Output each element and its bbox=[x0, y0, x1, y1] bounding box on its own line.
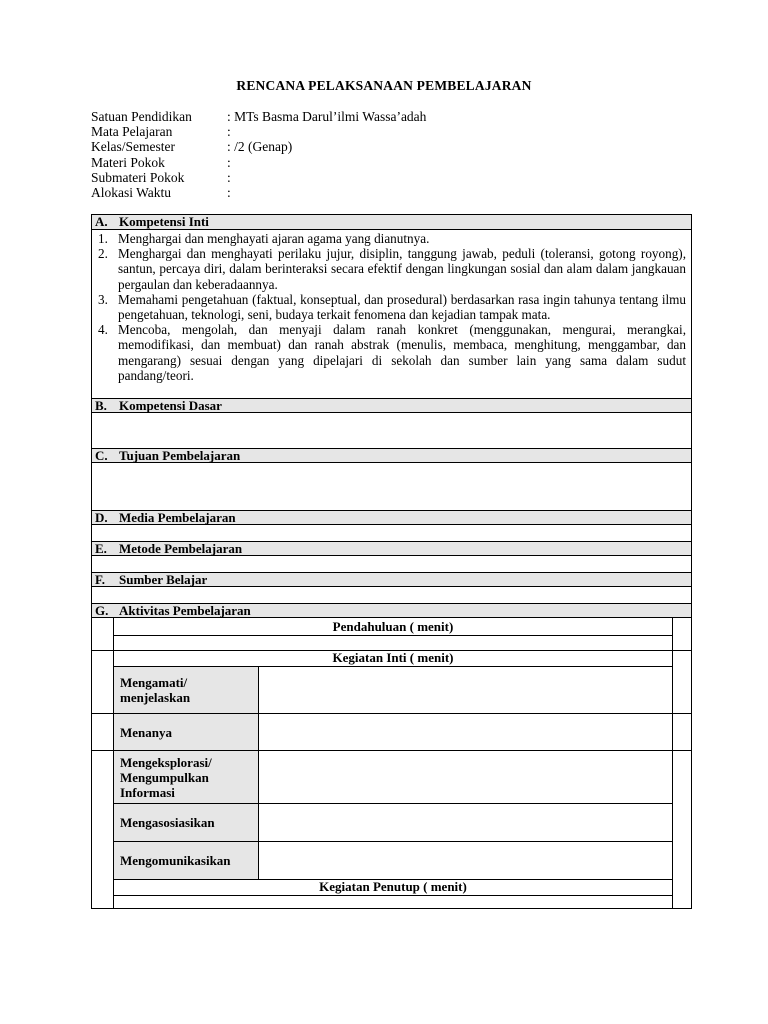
divider bbox=[114, 635, 672, 636]
step-mengomunikasikan: Mengomunikasikan bbox=[114, 841, 259, 879]
list-number: 4. bbox=[98, 322, 108, 338]
identity-table bbox=[91, 109, 426, 200]
list-item bbox=[95, 322, 686, 383]
list-text: Memahami pengetahuan (faktual, konseptual, dan prosedural) berdasarkan rasa ingin tahunya tentang ilmu pengetahuan, teknologi, seni, budaya terkait fenomena dan kejadian tampak mata. bbox=[118, 291, 686, 323]
section-letter: C. bbox=[95, 448, 108, 463]
identity-row bbox=[91, 124, 426, 139]
identity-label: Submateri Pokok bbox=[91, 169, 185, 185]
section-letter: F. bbox=[95, 572, 105, 587]
identity-label: Alokasi Waktu bbox=[91, 184, 172, 200]
divider bbox=[259, 803, 672, 804]
rpp-table bbox=[91, 214, 692, 909]
section-letter: E. bbox=[95, 541, 107, 556]
list-item bbox=[95, 292, 686, 322]
identity-row bbox=[91, 155, 426, 170]
left-margin-column bbox=[92, 618, 114, 908]
step-mengeksplorasi: Mengeksplorasi/ Mengumpulkan Informasi bbox=[114, 750, 259, 803]
identity-value: : bbox=[227, 184, 231, 200]
section-a-header bbox=[92, 215, 691, 230]
penutup-header: Kegiatan Penutup ( menit) bbox=[319, 879, 467, 894]
section-g-header bbox=[92, 603, 691, 618]
right-margin-column bbox=[672, 618, 691, 908]
list-number: 2. bbox=[98, 246, 108, 262]
identity-label: Kelas/Semester bbox=[91, 139, 175, 155]
divider bbox=[114, 895, 672, 896]
section-letter: D. bbox=[95, 510, 108, 525]
identity-row bbox=[91, 109, 426, 124]
section-title: Kompetensi Dasar bbox=[119, 398, 222, 413]
section-title: Aktivitas Pembelajaran bbox=[119, 603, 251, 618]
section-b-header bbox=[92, 398, 691, 413]
identity-label: Materi Pokok bbox=[91, 154, 165, 170]
document-title: RENCANA PELAKSANAAN PEMBELAJARAN bbox=[236, 78, 532, 93]
identity-row bbox=[91, 170, 426, 185]
identity-value: : /2 (Genap) bbox=[227, 139, 293, 155]
step-mengamati: Mengamati/ menjelaskan bbox=[114, 666, 259, 713]
identity-row bbox=[91, 185, 426, 200]
section-c-header bbox=[92, 448, 691, 463]
kompetensi-inti-list bbox=[95, 231, 686, 383]
section-e-header bbox=[92, 541, 691, 556]
list-text: Mencoba, mengolah, dan menyaji dalam ranah konkret (menggunakan, mengurai, merangkai, memodifikasi, dan membuat) dan ranah abstrak (menulis, membaca, menghitung, menggambar, dan mengarang) sesuai dengan yang dipelajari di sekolah dan sumber lain yang sama dalam sudut pandang/teori. bbox=[118, 322, 686, 383]
section-title: Media Pembelajaran bbox=[119, 510, 236, 525]
section-title: Kompetensi Inti bbox=[119, 214, 209, 229]
identity-value: : bbox=[227, 124, 231, 140]
section-letter: G. bbox=[95, 603, 109, 618]
kegiatan-inti-header: Kegiatan Inti ( menit) bbox=[332, 650, 454, 665]
pendahuluan-header: Pendahuluan ( menit) bbox=[332, 619, 454, 634]
identity-value: : bbox=[227, 154, 231, 170]
divider bbox=[259, 841, 672, 842]
divider bbox=[259, 666, 672, 667]
identity-label: Mata Pelajaran bbox=[91, 124, 173, 140]
step-menanya: Menanya bbox=[114, 713, 259, 750]
list-item bbox=[95, 246, 686, 292]
list-item bbox=[95, 231, 686, 246]
identity-value: : MTs Basma Darul’ilmi Wassa’adah bbox=[227, 109, 427, 124]
section-title: Metode Pembelajaran bbox=[119, 541, 243, 556]
list-text: Menghargai dan menghayati perilaku jujur, disiplin, tanggung jawab, peduli (toleransi, gotong royong), santun, percaya diri, dalam berinteraksi secara efektif dengan lingkungan sosial dan alam dalam jangkauan pergaulan dan keberadaannya. bbox=[118, 246, 686, 292]
section-f-header bbox=[92, 572, 691, 587]
section-d-header bbox=[92, 510, 691, 525]
identity-label: Satuan Pendidikan bbox=[91, 109, 192, 124]
list-text: Menghargai dan menghayati ajaran agama yang dianutnya. bbox=[118, 231, 430, 246]
section-title: Sumber Belajar bbox=[119, 572, 208, 587]
identity-value: : bbox=[227, 169, 231, 185]
section-letter: B. bbox=[95, 398, 107, 413]
identity-row bbox=[91, 139, 426, 154]
list-number: 1. bbox=[98, 231, 108, 246]
section-title: Tujuan Pembelajaran bbox=[119, 448, 241, 463]
section-letter: A. bbox=[95, 214, 108, 229]
list-number: 3. bbox=[98, 291, 108, 307]
step-mengasosiasikan: Mengasosiasikan bbox=[114, 803, 259, 841]
